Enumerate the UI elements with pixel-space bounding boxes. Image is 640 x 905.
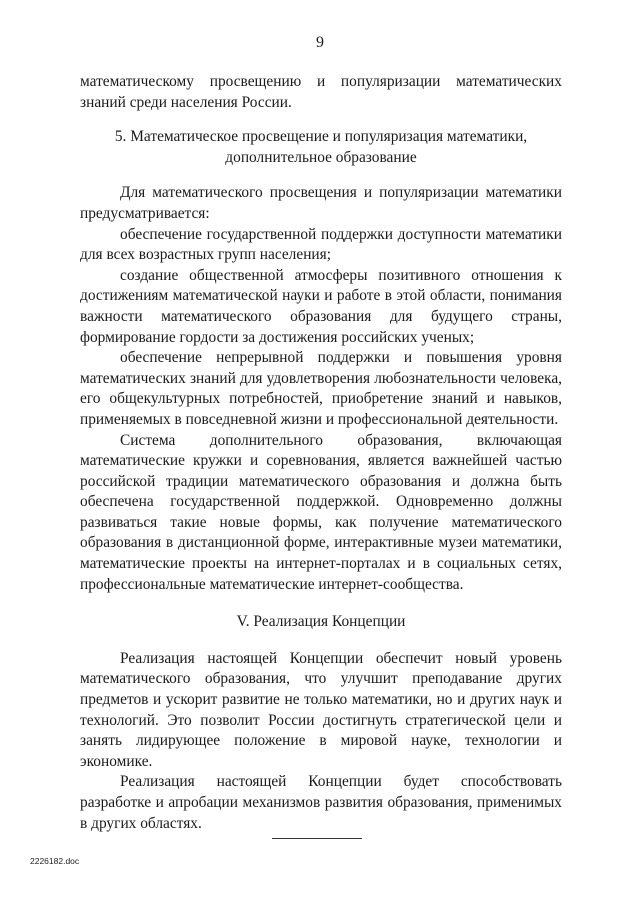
document-file-id: 2226182.doc <box>30 856 80 866</box>
page-number: 9 <box>316 34 324 51</box>
footnote-divider <box>272 838 362 839</box>
carry-over-paragraph: математическому просвещению и популяризации математических знаний среди населения России. <box>80 73 562 111</box>
implementation-paragraph-1: Реализация настоящей Концепции обеспечит новый уровень математического образования, что улучшит преподавание других предметов и ускорит развитие не только математики, но и других наук и технологий. Это позволит России достигнуть стратегической цели и занять лидирующее положение в мировой науке, технологии и экономике. <box>80 649 562 770</box>
list-item-continuous-support: обеспечение непрерывной поддержки и повышения уровня математических знаний для удовлетворения любознательности человека, его общекультурных потребностей, приобретение знаний и навыков, применяемых в повседневной жизни и профессиональной деятельности. <box>80 349 562 428</box>
intro-paragraph: Для математического просвещения и популяризации математики предусматривается: <box>80 184 562 222</box>
section-5-heading-line-2: дополнительное образование <box>225 148 417 166</box>
implementation-paragraph-2: Реализация настоящей Концепции будет способствовать разработке и апробации механизмов развития образования, применимых в других областях. <box>80 773 562 832</box>
additional-education-paragraph: Система дополнительного образования, включающая математические кружки и соревнования, является важнейшей частью российской традиции математического образования и должна быть обеспечена государственной поддержкой. Одновременно должны развиваться такие новые формы, как получение математического образования в дистанционной форме, интерактивные музеи математики, математические проекты на интернет-порталах и в социальных сетях, профессиональные математические интернет-сообщества. <box>80 431 562 593</box>
list-item-state-support: обеспечение государственной поддержки доступности математики для всех возрастных групп населения; <box>80 225 562 264</box>
document-body <box>80 72 562 834</box>
section-5-heading-line-1: 5. Математическое просвещение и популяризация математики, <box>114 128 528 146</box>
list-item-public-atmosphere: создание общественной атмосферы позитивного отношения к достижениям математической науки и работе в этой области, понимания важности математического образования для будущего страны, формирование гордости за достижения российских ученых; <box>80 266 562 346</box>
section-v-heading: V. Реализация Концепции <box>236 613 406 631</box>
